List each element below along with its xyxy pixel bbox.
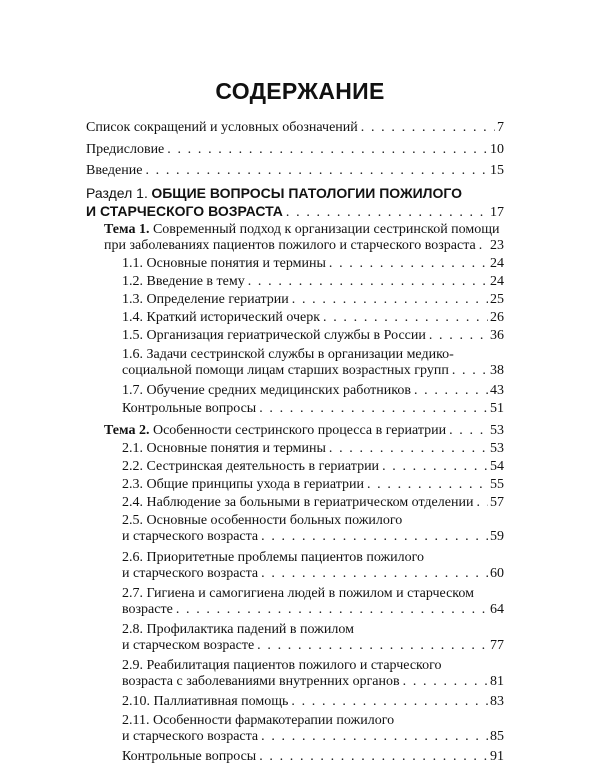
toc-item-tema1-5[interactable] <box>122 328 504 344</box>
toc-item-tema2-6[interactable] <box>122 550 504 582</box>
toc-entry-text: Контрольные вопросы <box>122 400 257 416</box>
toc-item-tema2-1[interactable] <box>122 441 504 457</box>
toc-entry-text: 2.4. Наблюдение за больными в гериатрическом отделении <box>122 495 474 511</box>
page-number: 38 <box>490 362 504 378</box>
page-number: 26 <box>490 310 504 326</box>
page-number: 17 <box>490 205 504 220</box>
leader-dots <box>479 238 488 254</box>
page-number: 15 <box>490 163 504 178</box>
leader-dots <box>449 423 488 439</box>
tema-label: Тема 2. <box>104 423 150 438</box>
toc-entry-text: 1.1. Основные понятия и термины <box>122 256 326 271</box>
toc-entry-text: 1.2. Введение в тему <box>122 274 245 290</box>
leader-dots <box>261 529 488 545</box>
toc-tema-2[interactable] <box>104 423 504 439</box>
leader-dots <box>261 566 488 582</box>
toc-entry-text: 1.5. Организация гериатрической службы в России <box>122 328 426 344</box>
leader-dots <box>259 401 488 417</box>
page-number: 53 <box>490 441 504 456</box>
page-number: 57 <box>490 495 504 511</box>
toc-entry-text: 2.10. Паллиативная помощь <box>122 694 289 710</box>
toc-item-tema2-2[interactable] <box>122 459 504 475</box>
leader-dots <box>452 363 488 379</box>
toc-entry-abbreviations[interactable] <box>86 120 504 136</box>
leader-dots <box>286 205 488 221</box>
leader-dots <box>145 163 488 179</box>
toc-tema-1[interactable] <box>104 222 504 254</box>
toc-item-tema1-4[interactable] <box>122 310 504 326</box>
toc-item-tema1-6[interactable] <box>122 347 504 379</box>
toc-entry-text: 2.2. Сестринская деятельность в гериатрии <box>122 459 380 475</box>
tema-text-line1: Особенности сестринского процесса в гериатрии <box>152 423 447 438</box>
leader-dots <box>261 729 488 745</box>
page-number: 85 <box>490 728 504 744</box>
toc-entry-text: возраста с заболеваниями внутренних органов <box>122 674 400 690</box>
toc-item-tema1-2[interactable] <box>122 274 504 290</box>
page-number: 54 <box>490 459 504 475</box>
toc-item-tema1-1[interactable] <box>122 256 504 272</box>
toc-entry-text: 2.11. Особенности фармакотерапии пожилого <box>122 712 395 728</box>
leader-dots <box>367 477 488 493</box>
toc-entry-text: 1.3. Определение гериатрии <box>122 292 289 308</box>
toc-entry-preface[interactable] <box>86 142 504 158</box>
toc-entry-text: 1.7. Обучение средних медицинских работников <box>122 382 411 398</box>
page-number: 24 <box>490 274 504 290</box>
toc-entry-text: 2.7. Гигиена и самогигиена людей в пожилом и старческом <box>122 585 474 601</box>
leader-dots <box>382 459 488 475</box>
page-number: 43 <box>490 382 504 398</box>
toc-entry-text: Введение <box>86 163 143 178</box>
toc-item-tema2-3[interactable] <box>122 477 504 493</box>
toc-entry-text: и старческого возраста <box>122 565 259 581</box>
toc-item-tema2-12[interactable] <box>122 749 504 765</box>
section-label: Раздел 1. <box>86 185 148 201</box>
leader-dots <box>167 142 488 158</box>
leader-dots <box>323 310 488 326</box>
toc-entry-text: Список сокращений и условных обозначений <box>86 120 358 135</box>
toc-item-tema2-4[interactable] <box>122 495 504 511</box>
page-number: 7 <box>497 120 504 135</box>
toc-item-tema1-8[interactable] <box>122 401 504 417</box>
page-number: 91 <box>490 748 504 764</box>
toc-entry-text: социальной помощи лицам старших возрастных групп <box>122 362 449 378</box>
toc-entry-text: 2.1. Основные понятия и термины <box>122 441 326 456</box>
toc-section-1[interactable] <box>86 185 504 221</box>
page-number: 64 <box>490 601 504 617</box>
toc-entry-text: и старческого возраста <box>122 728 259 744</box>
leader-dots <box>429 328 488 344</box>
toc-entry-text: 2.9. Реабилитация пациентов пожилого и старческого <box>122 658 442 674</box>
tema-text-line2: при заболеваниях пациентов пожилого и старческого возраста <box>104 238 476 253</box>
toc-entry-text: 2.8. Профилактика падений в пожилом <box>122 622 354 637</box>
page-number: 83 <box>490 694 504 710</box>
toc-item-tema1-7[interactable] <box>122 383 504 399</box>
toc-entry-text: 2.6. Приоритетные проблемы пациентов пожилого <box>122 549 425 565</box>
toc-item-tema2-5[interactable] <box>122 513 504 545</box>
leader-dots <box>361 120 495 136</box>
page-number: 23 <box>490 238 504 253</box>
leader-dots <box>259 749 488 765</box>
tema-text-line1: Современный подход к организации сестринской помощи <box>152 222 500 237</box>
leader-dots <box>176 602 488 618</box>
toc-item-tema2-8[interactable] <box>122 622 504 654</box>
section-title-line2: И СТАРЧЕСКОГО ВОЗРАСТА <box>86 203 283 219</box>
leader-dots <box>248 274 488 290</box>
toc-entry-text: и старческом возрасте <box>122 638 255 653</box>
page-number: 24 <box>490 256 504 271</box>
toc-entry-text: Предисловие <box>86 142 165 157</box>
page-number: 36 <box>490 328 504 344</box>
toc-item-tema2-9[interactable] <box>122 658 504 690</box>
toc-entry-introduction[interactable] <box>86 163 504 179</box>
toc-entry-text: 2.5. Основные особенности больных пожилого <box>122 513 403 529</box>
toc-item-tema2-7[interactable] <box>122 586 504 618</box>
leader-dots <box>329 441 488 457</box>
page-number: 51 <box>490 400 504 416</box>
toc-item-tema2-11[interactable] <box>122 713 504 745</box>
page-number: 55 <box>490 477 504 493</box>
leader-dots <box>329 256 488 272</box>
leader-dots <box>476 495 488 511</box>
page-number: 59 <box>490 529 504 545</box>
section-title-line1: ОБЩИЕ ВОПРОСЫ ПАТОЛОГИИ ПОЖИЛОГО <box>151 185 463 201</box>
page-number: 81 <box>490 674 504 690</box>
page-number: 60 <box>490 565 504 581</box>
toc-entry-text: 2.3. Общие принципы ухода в гериатрии <box>122 477 364 493</box>
toc-item-tema2-10[interactable] <box>122 694 504 710</box>
page-number: 10 <box>490 142 504 157</box>
leader-dots <box>403 674 488 690</box>
page-number: 53 <box>490 423 504 438</box>
page-number: 25 <box>490 292 504 308</box>
page-number: 77 <box>490 638 504 653</box>
tema-label: Тема 1. <box>104 222 150 237</box>
toc-entry-text: Контрольные вопросы <box>122 748 257 764</box>
toc-entry-text: 1.4. Краткий исторический очерк <box>122 310 321 326</box>
leader-dots <box>291 694 488 710</box>
toc-entry-text: возрасте <box>122 601 173 617</box>
toc-entry-text: 1.6. Задачи сестринской службы в организации медико- <box>122 346 454 362</box>
toc-entry-text: и старческого возраста <box>122 529 259 545</box>
leader-dots <box>414 383 488 399</box>
leader-dots <box>257 638 488 654</box>
leader-dots <box>292 292 488 308</box>
toc-item-tema1-3[interactable] <box>122 292 504 308</box>
page-title: СОДЕРЖАНИЕ <box>215 78 385 104</box>
